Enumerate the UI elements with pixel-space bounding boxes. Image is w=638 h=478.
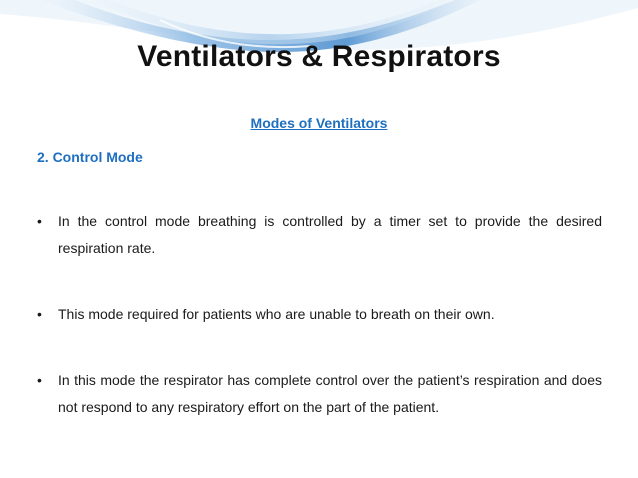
bullet-item (37, 301, 602, 328)
bullet-text: In the control mode breathing is controlled by a timer set to provide the desired respiration rate. (58, 213, 602, 256)
slide-subtitle: Modes of Ventilators (250, 115, 388, 131)
section-heading: 2. Control Mode (37, 149, 143, 165)
bullet-item (37, 208, 602, 262)
bullet-item (37, 367, 602, 421)
bullet-dot-icon: • (37, 213, 42, 229)
slide-title: Ventilators & Respirators (137, 40, 501, 73)
bullet-text: In this mode the respirator has complete control over the patient’s respiration and does not respond to any respiratory effort on the part of the patient. (58, 372, 602, 415)
bullet-dot-icon: • (37, 306, 42, 322)
bullet-text: This mode required for patients who are unable to breath on their own. (58, 306, 495, 322)
bullet-dot-icon: • (37, 372, 42, 388)
bullet-list (37, 208, 602, 421)
